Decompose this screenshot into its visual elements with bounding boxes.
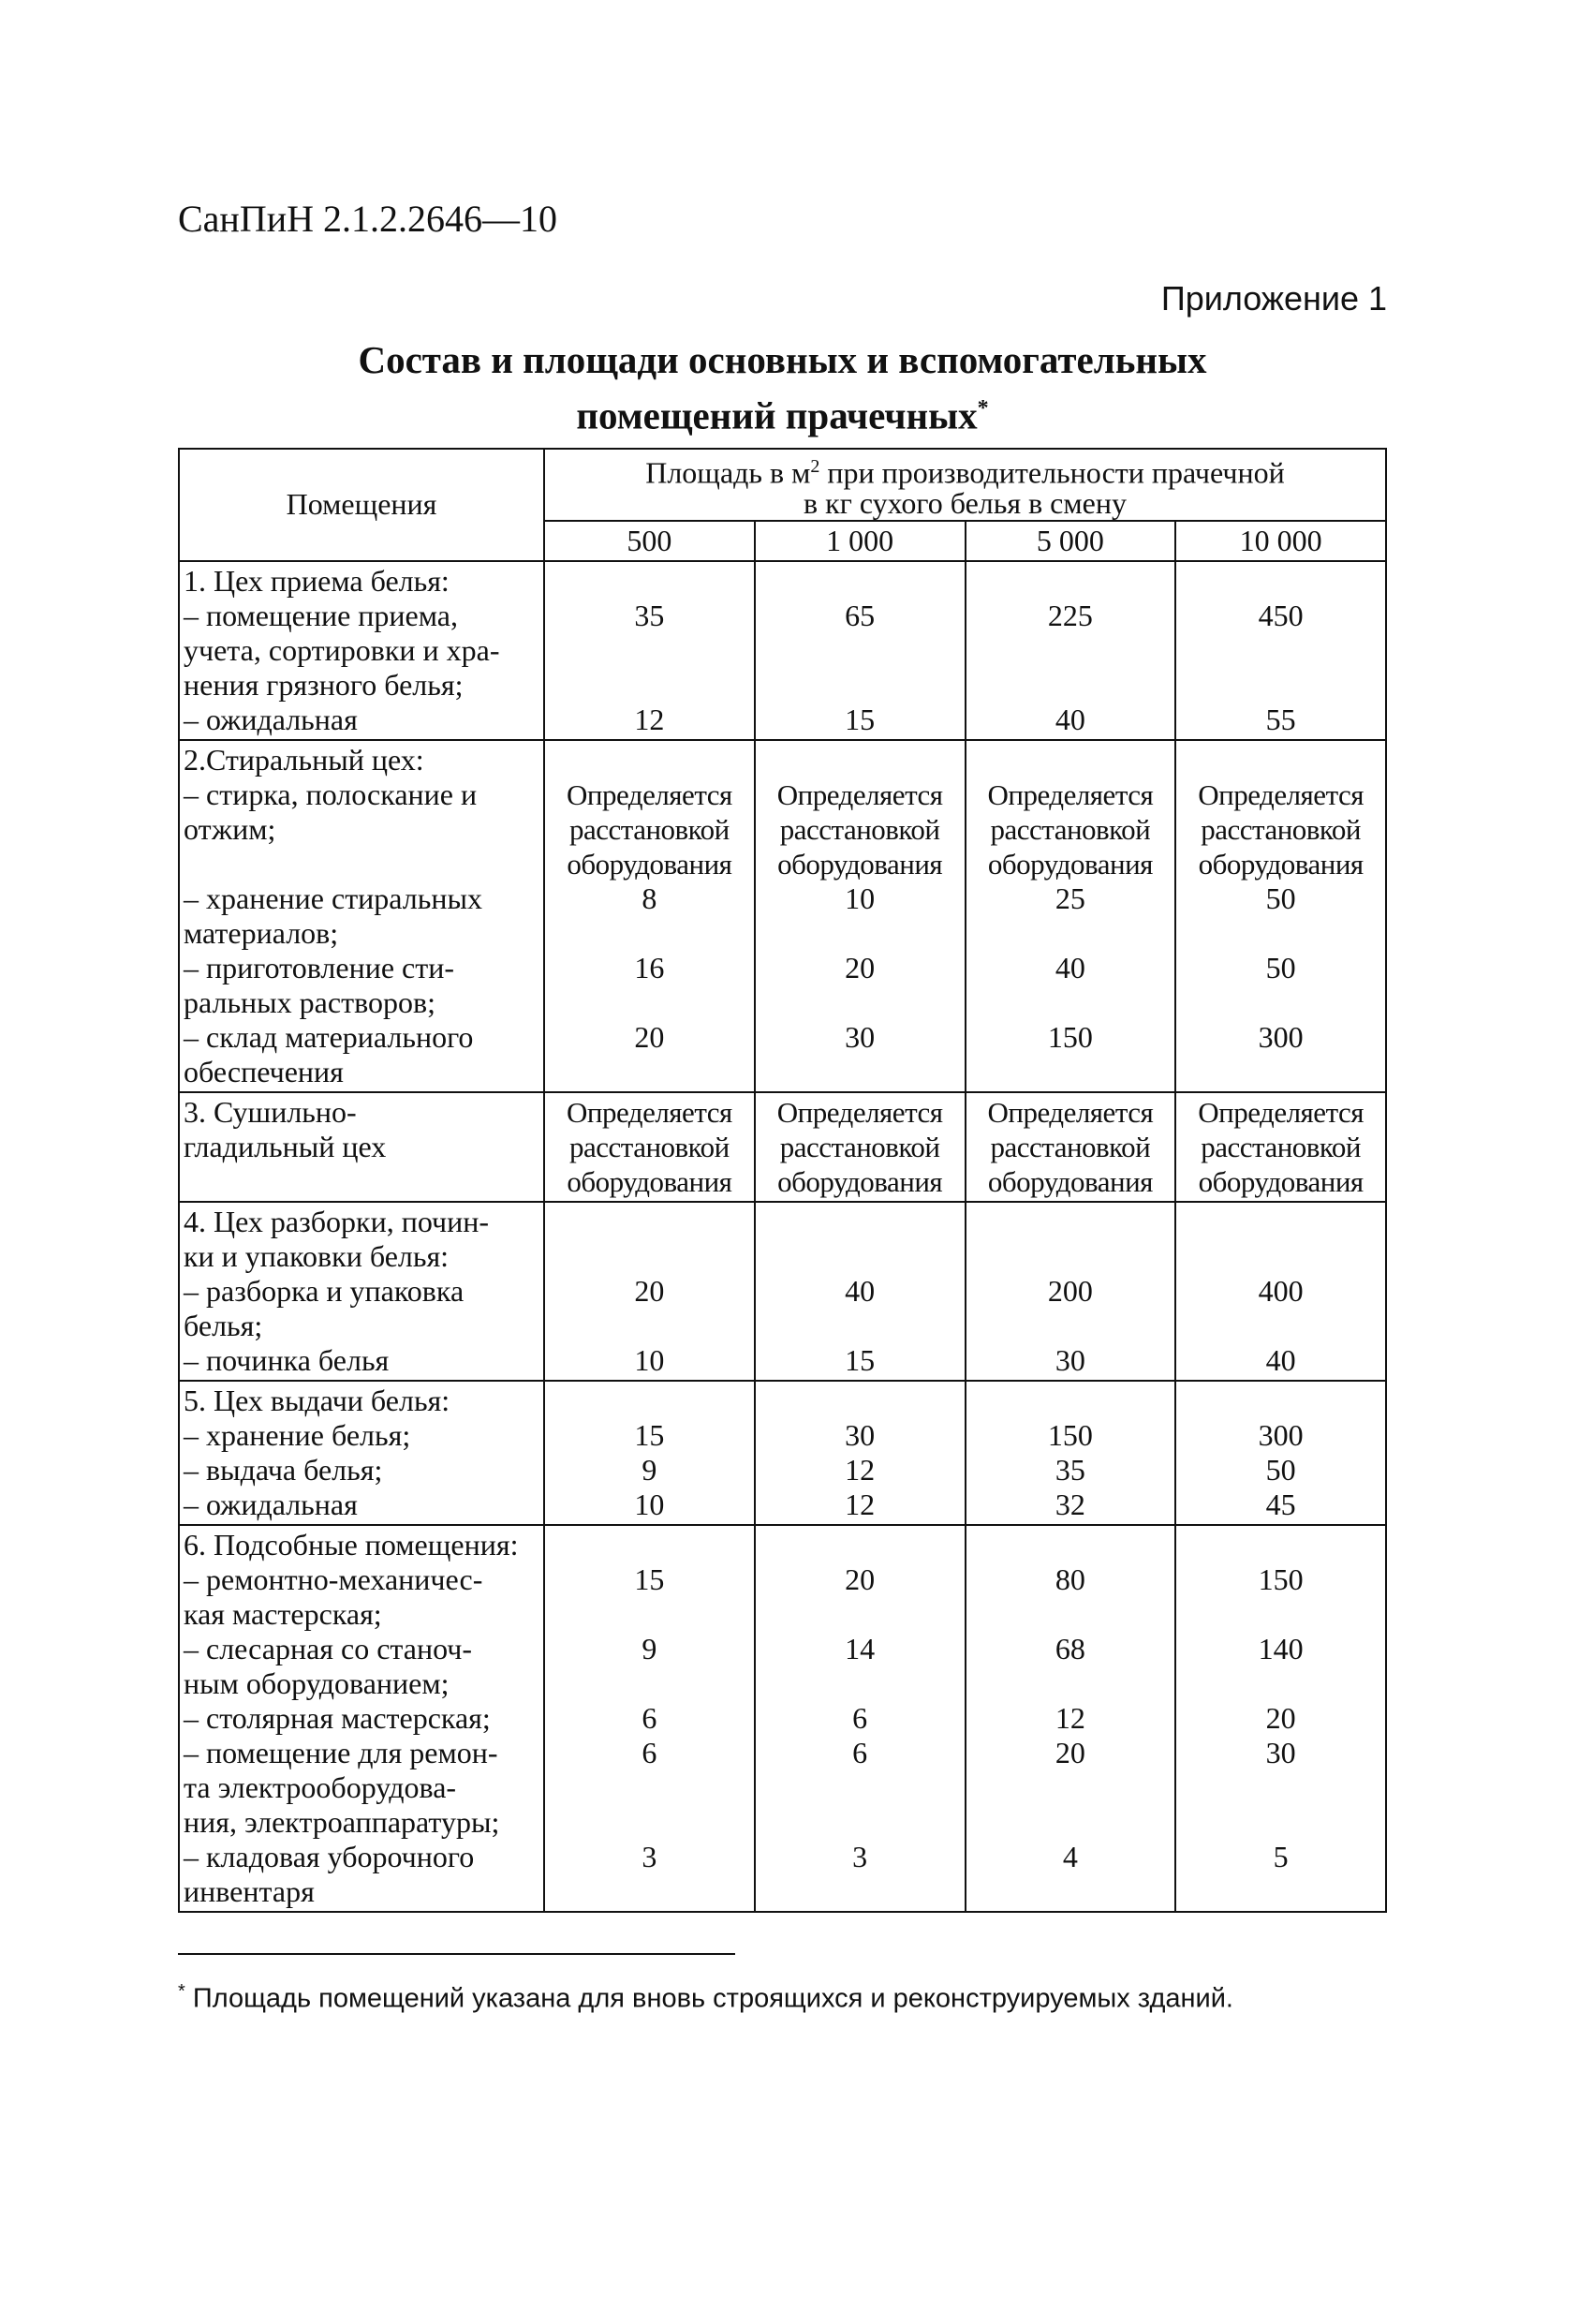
area-value: 300: [1258, 1019, 1304, 1054]
section-name-cell: [179, 1525, 544, 1912]
value-block: [760, 951, 961, 1020]
area-value: 5: [1273, 1839, 1289, 1873]
area-header-line-2: в кг сухого белья в смену: [804, 485, 1127, 520]
section-name-cell: [179, 1202, 544, 1381]
value-block: [549, 703, 750, 737]
equipment-note: Определяется расстановкой оборудования: [987, 777, 1154, 881]
area-value: 6: [642, 1700, 657, 1735]
section-name-cell: [179, 1381, 544, 1525]
area-column-header: [544, 449, 1386, 521]
value-block: [1180, 1453, 1381, 1488]
equipment-note: Определяется расстановкой оборудования: [776, 777, 943, 881]
area-value: 10: [634, 1342, 665, 1377]
value-block: [549, 1488, 750, 1522]
area-value: 300: [1258, 1417, 1304, 1452]
spacer: [1180, 1597, 1381, 1632]
spacer: [549, 564, 750, 599]
section-title: 6. Подсобные помещения:: [184, 1527, 519, 1562]
value-block: [760, 1562, 961, 1632]
spacer: [970, 743, 1172, 777]
document-code: СанПиН 2.1.2.2646—10: [178, 198, 558, 240]
equipment-note: Определяется расстановкой оборудования: [566, 1095, 732, 1198]
footnote: [178, 1981, 1233, 2015]
section-title: 3. Сушильно- гладильный цех: [184, 1094, 387, 1163]
spacer: [970, 1874, 1172, 1909]
capacity-header: 10 000: [1175, 521, 1386, 561]
footnote-divider: [178, 1953, 735, 1955]
spacer: [760, 985, 961, 1020]
spacer: [760, 1874, 961, 1909]
area-value-cell: [544, 1525, 755, 1912]
section-title: 5. Цех выдачи белья:: [184, 1383, 450, 1417]
value-block: [760, 1418, 961, 1453]
value-block: [760, 1020, 961, 1089]
area-value-cell: [755, 740, 966, 1092]
spacer: [760, 743, 961, 777]
value-block: [1180, 1632, 1381, 1701]
area-value: 400: [1258, 1273, 1304, 1308]
area-value: 20: [1265, 1700, 1296, 1735]
area-value: 50: [1265, 881, 1296, 915]
room-name: – помещение для ремон- та электрооборудова- ния, электроаппаратуры;: [184, 1735, 500, 1839]
area-value-cell: [966, 1092, 1176, 1202]
table-section-row: [179, 561, 1386, 740]
area-value: 35: [634, 598, 665, 632]
area-value: 200: [1047, 1273, 1093, 1308]
equipment-note: Определяется расстановкой оборудования: [1198, 777, 1364, 881]
value-block: [1180, 703, 1381, 737]
area-value: 35: [1055, 1452, 1085, 1487]
room-name: – выдача белья;: [184, 1452, 383, 1487]
area-value: 30: [845, 1019, 876, 1054]
spacer: [1180, 985, 1381, 1020]
area-value-cell: [755, 1202, 966, 1381]
spacer: [970, 1309, 1172, 1343]
area-value: 15: [634, 1562, 665, 1596]
area-header-text-2: при производительности прачечной: [819, 455, 1285, 490]
area-value-cell: [1175, 561, 1386, 740]
room-name: – хранение стиральных материалов;: [184, 881, 482, 950]
area-value-cell: [1175, 740, 1386, 1092]
spacer: [760, 1597, 961, 1632]
value-block: [970, 1274, 1172, 1343]
value-block: [549, 1632, 750, 1701]
value-block: [970, 1418, 1172, 1453]
table-section-row: [179, 1092, 1386, 1202]
area-header-text: Площадь в м: [645, 455, 811, 490]
spacer: [549, 1770, 750, 1805]
area-value-cell: [1175, 1202, 1386, 1381]
area-value: 6: [852, 1735, 868, 1769]
area-value-cell: [544, 1381, 755, 1525]
spacer: [1180, 1205, 1381, 1239]
value-block: [549, 1840, 750, 1909]
value-block: [1180, 1418, 1381, 1453]
area-value: 14: [845, 1631, 876, 1665]
rooms-area-table: [178, 448, 1387, 1913]
area-value-cell: [966, 1525, 1176, 1912]
value-block: [549, 1562, 750, 1632]
room-name: – склад материального обеспечения: [184, 1019, 474, 1088]
spacer: [549, 1528, 750, 1562]
room-name: – разборка и упаковка белья;: [184, 1273, 465, 1342]
value-block: [549, 777, 750, 881]
value-block: [1180, 1701, 1381, 1736]
area-value: 30: [845, 1417, 876, 1452]
value-block: [970, 1488, 1172, 1522]
value-block: [1180, 1562, 1381, 1632]
spacer: [1180, 1055, 1381, 1089]
spacer: [970, 1055, 1172, 1089]
room-name: – ожидальная: [184, 702, 358, 736]
area-value: 4: [1062, 1839, 1078, 1873]
value-block: [970, 599, 1172, 703]
value-block: [1180, 1736, 1381, 1840]
value-block: [760, 1736, 961, 1840]
value-block: [760, 1632, 961, 1701]
room-name: – столярная мастерская;: [184, 1700, 491, 1735]
area-value: 12: [845, 1487, 876, 1521]
area-value-cell: [1175, 1525, 1386, 1912]
value-block: [549, 881, 750, 951]
spacer: [549, 1805, 750, 1840]
area-value: 20: [845, 950, 876, 984]
spacer: [549, 1874, 750, 1909]
spacer: [1180, 1770, 1381, 1805]
area-value-cell: [755, 1092, 966, 1202]
spacer: [760, 633, 961, 668]
area-value: 40: [1055, 950, 1085, 984]
equipment-note: Определяется расстановкой оборудования: [1198, 1095, 1364, 1198]
spacer: [760, 1239, 961, 1274]
spacer: [549, 1205, 750, 1239]
area-value: 55: [1265, 702, 1296, 736]
area-value-cell: [755, 561, 966, 740]
spacer: [970, 564, 1172, 599]
spacer: [1180, 1666, 1381, 1701]
capacity-header: 1 000: [755, 521, 966, 561]
area-header-sup: 2: [810, 456, 820, 477]
value-block: [549, 1418, 750, 1453]
spacer: [760, 564, 961, 599]
title-line-2-text: помещений прачечных: [576, 393, 978, 437]
spacer: [1180, 1874, 1381, 1909]
table-section-row: [179, 1202, 1386, 1381]
area-value: 3: [852, 1839, 868, 1873]
spacer: [1180, 1239, 1381, 1274]
value-block: [970, 1736, 1172, 1840]
spacer: [1180, 743, 1381, 777]
area-value-cell: [966, 1202, 1176, 1381]
value-block: [549, 599, 750, 703]
area-value-cell: [544, 561, 755, 740]
area-value: 10: [845, 881, 876, 915]
room-name: – ожидальная: [184, 1487, 358, 1521]
spacer: [760, 1205, 961, 1239]
value-block: [549, 1453, 750, 1488]
area-value: 16: [634, 950, 665, 984]
spacer: [970, 1666, 1172, 1701]
spacer: [970, 668, 1172, 703]
value-block: [970, 1840, 1172, 1909]
table-section-row: [179, 1525, 1386, 1912]
spacer: [970, 633, 1172, 668]
value-block: [549, 1701, 750, 1736]
spacer: [549, 985, 750, 1020]
area-value: 40: [845, 1273, 876, 1308]
spacer: [970, 916, 1172, 951]
spacer: [1180, 1805, 1381, 1840]
spacer: [549, 1055, 750, 1089]
spacer: [760, 1770, 961, 1805]
value-block: [970, 1632, 1172, 1701]
spacer: [549, 1309, 750, 1343]
spacer: [970, 1770, 1172, 1805]
area-value-cell: [1175, 1092, 1386, 1202]
spacer: [549, 668, 750, 703]
value-block: [1180, 777, 1381, 881]
area-value: 32: [1055, 1487, 1085, 1521]
area-value: 30: [1265, 1735, 1296, 1769]
section-title: 1. Цех приема белья:: [184, 563, 450, 598]
table-section-row: [179, 740, 1386, 1092]
area-value: 20: [634, 1019, 665, 1054]
value-block: [1180, 881, 1381, 951]
value-block: [760, 1453, 961, 1488]
area-value-cell: [544, 1202, 755, 1381]
spacer: [549, 633, 750, 668]
value-block: [1180, 1343, 1381, 1378]
value-block: [549, 1274, 750, 1343]
spacer: [1180, 1384, 1381, 1418]
area-value: 50: [1265, 1452, 1296, 1487]
value-block: [1180, 951, 1381, 1020]
area-value: 150: [1047, 1019, 1093, 1054]
spacer: [549, 1666, 750, 1701]
spacer: [970, 1205, 1172, 1239]
title-line-1: Состав и площади основных и вспомогательных: [358, 338, 1207, 381]
value-block: [1180, 1840, 1381, 1909]
footnote-mark: *: [178, 1981, 185, 2002]
area-value: 45: [1265, 1487, 1296, 1521]
value-block: [549, 1020, 750, 1089]
spacer: [970, 1805, 1172, 1840]
spacer: [970, 1239, 1172, 1274]
value-block: [549, 951, 750, 1020]
room-name: – помещение приема, учета, сортировки и хра- нения грязного белья;: [184, 598, 500, 702]
value-block: [970, 703, 1172, 737]
equipment-note: Определяется расстановкой оборудования: [566, 777, 732, 881]
value-block: [1180, 1020, 1381, 1089]
section-title: 4. Цех разборки, почин- ки и упаковки белья:: [184, 1204, 489, 1273]
area-value: 68: [1055, 1631, 1085, 1665]
area-value: 15: [845, 702, 876, 736]
spacer: [1180, 633, 1381, 668]
area-value: 30: [1055, 1342, 1085, 1377]
area-value: 8: [642, 881, 657, 915]
spacer: [549, 1384, 750, 1418]
spacer: [760, 1384, 961, 1418]
value-block: [970, 951, 1172, 1020]
area-value: 12: [845, 1452, 876, 1487]
section-name-cell: [179, 1092, 544, 1202]
area-value: 15: [634, 1417, 665, 1452]
area-value: 15: [845, 1342, 876, 1377]
area-value: 450: [1258, 598, 1304, 632]
room-name: – приготовление сти- ральных растворов;: [184, 950, 454, 1019]
value-block: [760, 599, 961, 703]
value-block: [970, 1453, 1172, 1488]
area-value: 150: [1047, 1417, 1093, 1452]
area-value-cell: [544, 1092, 755, 1202]
area-value: 10: [634, 1487, 665, 1521]
area-value: 20: [845, 1562, 876, 1596]
spacer: [549, 1597, 750, 1632]
area-value: 12: [1055, 1700, 1085, 1735]
room-name: – кладовая уборочного инвентаря: [184, 1839, 475, 1908]
spacer: [1180, 1528, 1381, 1562]
area-value-cell: [966, 1381, 1176, 1525]
area-value: 3: [642, 1839, 657, 1873]
section-title: 2.Стиральный цех:: [184, 742, 424, 777]
value-block: [549, 1736, 750, 1840]
section-name-cell: [179, 740, 544, 1092]
equipment-note: Определяется расстановкой оборудования: [987, 1095, 1154, 1198]
spacer: [1180, 1309, 1381, 1343]
area-value: 40: [1055, 702, 1085, 736]
room-name: – починка белья: [184, 1342, 390, 1377]
room-name: – слесарная со станоч- ным оборудованием;: [184, 1631, 473, 1700]
spacer: [970, 1597, 1172, 1632]
area-value: 80: [1055, 1562, 1085, 1596]
value-block: [760, 703, 961, 737]
spacer: [760, 916, 961, 951]
spacer: [760, 1055, 961, 1089]
spacer: [1180, 564, 1381, 599]
spacer: [970, 985, 1172, 1020]
equipment-note: Определяется расстановкой оборудования: [776, 1095, 943, 1198]
spacer: [970, 1384, 1172, 1418]
document-title: [178, 335, 1387, 440]
spacer: [760, 1666, 961, 1701]
area-value: 6: [852, 1700, 868, 1735]
area-value: 225: [1047, 598, 1093, 632]
area-value: 12: [634, 702, 665, 736]
title-footnote-mark: *: [977, 396, 989, 421]
value-block: [1180, 1488, 1381, 1522]
area-value: 140: [1258, 1631, 1304, 1665]
value-block: [760, 1274, 961, 1343]
table-body: [179, 561, 1386, 1912]
spacer: [760, 668, 961, 703]
spacer: [1180, 916, 1381, 951]
area-value-cell: [966, 561, 1176, 740]
value-block: [1180, 599, 1381, 703]
area-value: 50: [1265, 950, 1296, 984]
table-header-row: [179, 449, 1386, 521]
area-value-cell: [755, 1381, 966, 1525]
spacer: [549, 916, 750, 951]
spacer: [1180, 668, 1381, 703]
spacer: [970, 1528, 1172, 1562]
capacity-header: 500: [544, 521, 755, 561]
value-block: [760, 1488, 961, 1522]
capacity-header: 5 000: [966, 521, 1176, 561]
footnote-text: Площадь помещений указана для вновь строящихся и реконструируемых зданий.: [184, 1983, 1233, 2014]
value-block: [970, 1701, 1172, 1736]
value-block: [1180, 1274, 1381, 1343]
area-value-cell: [544, 740, 755, 1092]
value-block: [970, 1020, 1172, 1089]
spacer: [760, 1528, 961, 1562]
area-value-cell: [966, 740, 1176, 1092]
room-name: – ремонтно-механичес- кая мастерская;: [184, 1562, 483, 1631]
area-value: 20: [1055, 1735, 1085, 1769]
spacer: [184, 847, 539, 881]
area-value: 9: [642, 1452, 657, 1487]
area-value: 25: [1055, 881, 1085, 915]
area-value: 9: [642, 1631, 657, 1665]
title-line-2: [178, 384, 1387, 440]
room-name: – хранение белья;: [184, 1417, 411, 1452]
appendix-label: Приложение 1: [1160, 279, 1387, 318]
spacer: [760, 1309, 961, 1343]
table-section-row: [179, 1381, 1386, 1525]
area-value-cell: [1175, 1381, 1386, 1525]
value-block: [760, 881, 961, 951]
value-block: [760, 777, 961, 881]
area-value: 6: [642, 1735, 657, 1769]
area-value: 20: [634, 1273, 665, 1308]
area-value: 150: [1258, 1562, 1304, 1596]
value-block: [549, 1343, 750, 1378]
room-name: – стирка, полоскание и отжим;: [184, 777, 478, 846]
area-value: 65: [845, 598, 876, 632]
value-block: [970, 1562, 1172, 1632]
area-value-cell: [755, 1525, 966, 1912]
value-block: [970, 881, 1172, 951]
value-block: [760, 1840, 961, 1909]
spacer: [549, 1239, 750, 1274]
value-block: [970, 777, 1172, 881]
section-name-cell: [179, 561, 544, 740]
value-block: [760, 1701, 961, 1736]
value-block: [760, 1343, 961, 1378]
spacer: [549, 743, 750, 777]
spacer: [760, 1805, 961, 1840]
rooms-column-header: Помещения: [179, 449, 544, 561]
area-value: 40: [1265, 1342, 1296, 1377]
value-block: [970, 1343, 1172, 1378]
